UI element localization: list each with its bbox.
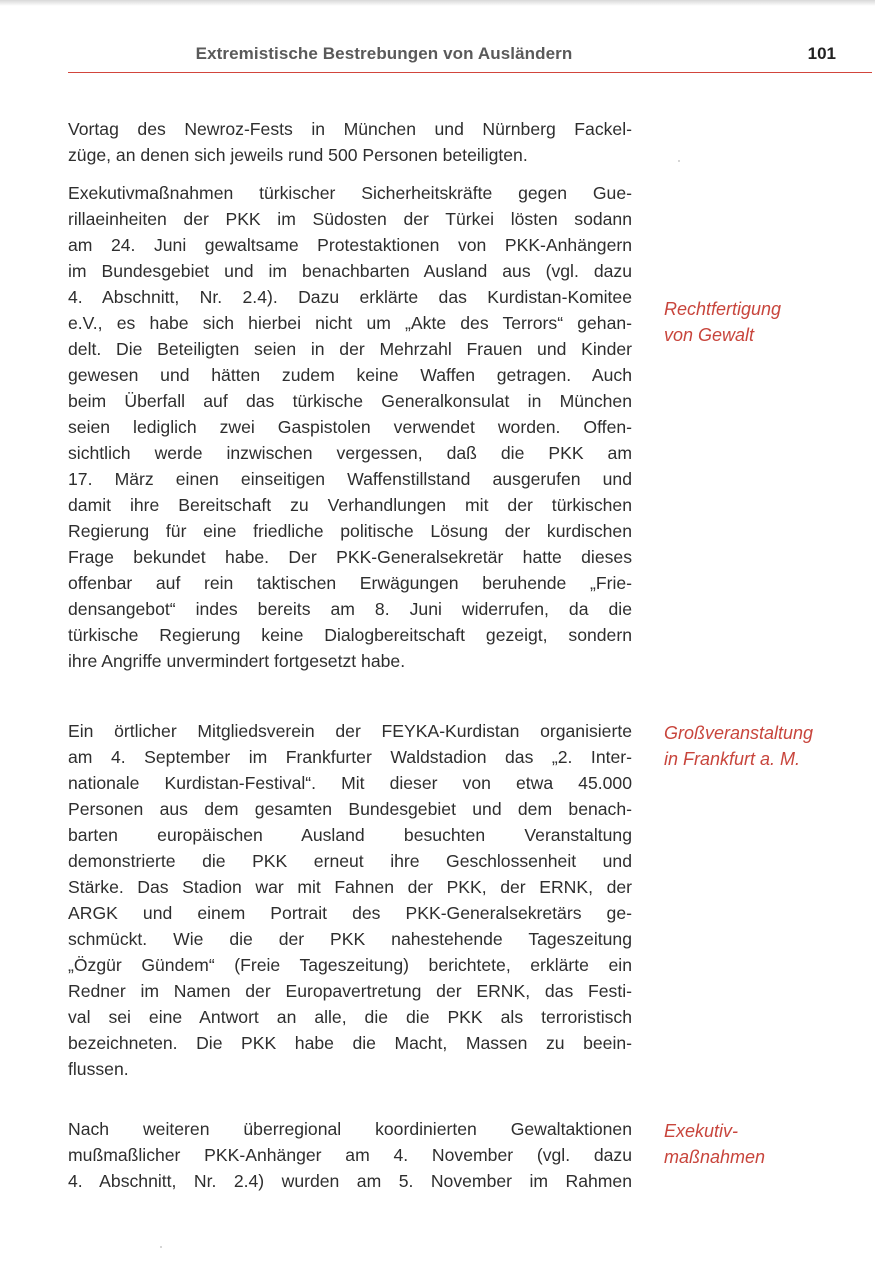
text-line: Exekutivmaßnahmen türkischer Sicherheitskräfte gegen Gue-: [68, 183, 632, 203]
text-line: Ein örtlicher Mitgliedsverein der FEYKA-Kurdistan organisierte: [68, 721, 632, 741]
margin-note-line: von Gewalt: [664, 325, 755, 345]
text-line: seien lediglich zwei Gaspistolen verwendet worden. Offen-: [68, 417, 632, 437]
margin-note-event: [664, 720, 864, 772]
text-line: mußmaßlicher PKK-Anhänger am 4. November (vgl. dazu: [68, 1145, 632, 1165]
text-line: barten europäischen Ausland besuchten Veranstaltung: [68, 825, 632, 845]
text-line: delt. Die Beteiligten seien in der Mehrzahl Frauen und Kinder: [68, 339, 632, 359]
margin-note-line: Großveranstaltung: [664, 723, 814, 743]
header-rule: [68, 72, 872, 73]
page-number: 101: [807, 44, 836, 63]
text-line: flussen.: [68, 1059, 129, 1079]
text-line: damit ihre Bereitschaft zu Verhandlungen mit der türkischen: [68, 495, 632, 515]
text-line: Stärke. Das Stadion war mit Fahnen der PKK, der ERNK, der: [68, 877, 632, 897]
text-line: val sei eine Antwort an alle, die die PKK als terroristisch: [68, 1007, 632, 1027]
paragraph-4: [68, 1116, 632, 1194]
text-line: am 4. September im Frankfurter Waldstadion das „2. Inter-: [68, 747, 632, 767]
text-line: im Bundesgebiet und im benachbarten Ausland aus (vgl. dazu: [68, 261, 632, 281]
text-line: rillaeinheiten der PKK im Südosten der Türkei lösten sodann: [68, 209, 632, 229]
margin-note-line: in Frankfurt a. M.: [664, 749, 801, 769]
text-line: e.V., es habe sich hierbei nicht um „Akte des Terrors“ gehan-: [68, 313, 632, 333]
text-line: ARGK und einem Portrait des PKK-Generalsekretärs ge-: [68, 903, 632, 923]
paragraph-2: [68, 180, 632, 674]
text-line: schmückt. Wie die der PKK nahestehende Tageszeitung: [68, 929, 632, 949]
text-line: Personen aus dem gesamten Bundesgebiet und dem benach-: [68, 799, 632, 819]
text-line: Frage bekundet habe. Der PKK-Generalsekretär hatte dieses: [68, 547, 632, 567]
text-line: Regierung für eine friedliche politische Lösung der kurdischen: [68, 521, 632, 541]
text-line: ihre Angriffe unvermindert fortgesetzt habe.: [68, 651, 406, 671]
header-title: Extremistische Bestrebungen von Ausländern: [195, 44, 573, 63]
margin-note-justification: [664, 296, 864, 348]
text-line: 4. Abschnitt, Nr. 2.4) wurden am 5. November im Rahmen: [68, 1171, 632, 1191]
text-line: bezeichneten. Die PKK habe die Macht, Massen zu beein-: [68, 1033, 632, 1053]
text-line: türkische Regierung keine Dialogbereitschaft gezeigt, sondern: [68, 625, 632, 645]
paragraph-1: [68, 116, 632, 168]
scan-speck: [678, 160, 680, 162]
running-header: [68, 44, 872, 74]
text-line: beim Überfall auf das türkische Generalkonsulat in München: [68, 391, 632, 411]
paragraph-3: [68, 718, 632, 1082]
scan-speck: [160, 1246, 162, 1248]
margin-note-measures: [664, 1118, 864, 1170]
margin-note-line: Exekutiv-: [664, 1121, 739, 1141]
text-line: Redner im Namen der Europavertretung der ERNK, das Festi-: [68, 981, 632, 1001]
text-line: sichtlich werde inzwischen vergessen, daß die PKK am: [68, 443, 632, 463]
text-line: offenbar auf rein taktischen Erwägungen beruhende „Frie-: [68, 573, 632, 593]
margin-note-line: Rechtfertigung: [664, 299, 782, 319]
text-line: züge, an denen sich jeweils rund 500 Personen beteiligten.: [68, 145, 528, 165]
text-line: am 24. Juni gewaltsame Protestaktionen von PKK-Anhängern: [68, 235, 632, 255]
text-line: nationale Kurdistan-Festival“. Mit dieser von etwa 45.000: [68, 773, 632, 793]
text-line: gewesen und hätten zudem keine Waffen getragen. Auch: [68, 365, 632, 385]
text-line: Vortag des Newroz-Fests in München und Nürnberg Fackel-: [68, 119, 632, 139]
text-line: 4. Abschnitt, Nr. 2.4). Dazu erklärte das Kurdistan-Komitee: [68, 287, 632, 307]
page-edge-shadow: [0, 0, 875, 6]
text-line: „Özgür Gündem“ (Freie Tageszeitung) berichtete, erklärte ein: [68, 955, 632, 975]
text-line: demonstrierte die PKK erneut ihre Geschlossenheit und: [68, 851, 632, 871]
margin-note-line: maßnahmen: [664, 1147, 766, 1167]
text-line: densangebot“ indes bereits am 8. Juni widerrufen, da die: [68, 599, 632, 619]
text-line: 17. März einen einseitigen Waffenstillstand ausgerufen und: [68, 469, 632, 489]
text-line: Nach weiteren überregional koordinierten Gewaltaktionen: [68, 1119, 632, 1139]
